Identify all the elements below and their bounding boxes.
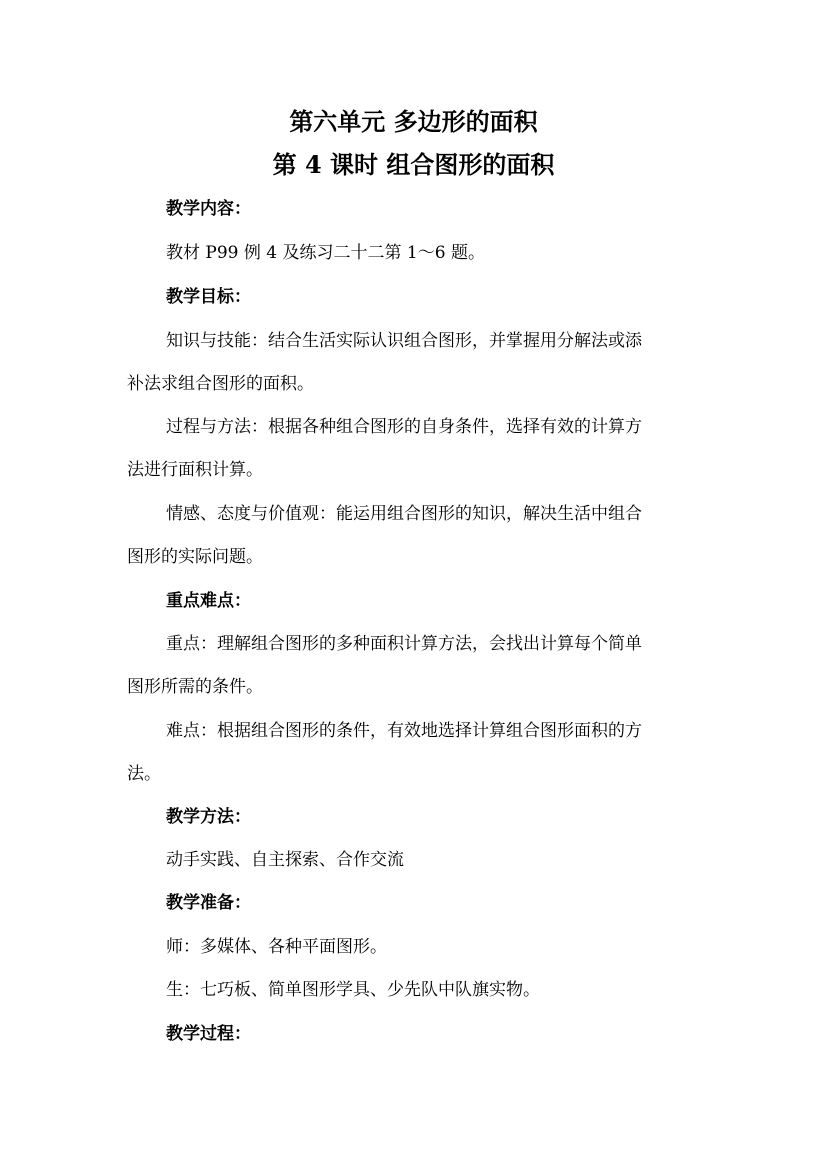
objectives-heading: 教学目标： <box>166 287 251 307</box>
preparation-heading: 教学准备： <box>166 893 251 913</box>
lesson-title: 第 4 课时 组合图形的面积 <box>272 150 555 179</box>
difficulty-line2: 法。 <box>127 764 161 784</box>
content-text: 教材 P99 例 4 及练习二十二第 1～6 题。 <box>166 243 485 263</box>
preparation-teacher: 师：多媒体、各种平面图形。 <box>166 937 387 957</box>
objective-knowledge-line1: 知识与技能：结合生活实际认识组合图形，并掌握用分解法或添 <box>166 331 642 351</box>
methods-text: 动手实践、自主探索、合作交流 <box>166 850 404 870</box>
objective-emotion-line1: 情感、态度与价值观：能运用组合图形的知识，解决生活中组合 <box>166 504 642 524</box>
difficulty-line1: 难点：根据组合图形的条件，有效地选择计算组合图形面积的方 <box>166 721 642 741</box>
keypoints-heading: 重点难点： <box>166 591 251 611</box>
key-point-line1: 重点：理解组合图形的多种面积计算方法，会找出计算每个简单 <box>166 634 642 654</box>
preparation-student: 生：七巧板、简单图形学具、少先队中队旗实物。 <box>166 980 540 1000</box>
objective-process-line2: 法进行面积计算。 <box>127 460 263 480</box>
unit-title: 第六单元 多边形的面积 <box>289 107 538 136</box>
process-heading: 教学过程： <box>166 1024 251 1044</box>
objective-knowledge-line2: 补法求组合图形的面积。 <box>127 374 314 394</box>
objective-emotion-line2: 图形的实际问题。 <box>127 547 263 567</box>
key-point-line2: 图形所需的条件。 <box>127 677 263 697</box>
objective-process-line1: 过程与方法：根据各种组合图形的自身条件，选择有效的计算方 <box>166 417 642 437</box>
methods-heading: 教学方法： <box>166 807 251 827</box>
content-heading: 教学内容： <box>166 199 251 219</box>
